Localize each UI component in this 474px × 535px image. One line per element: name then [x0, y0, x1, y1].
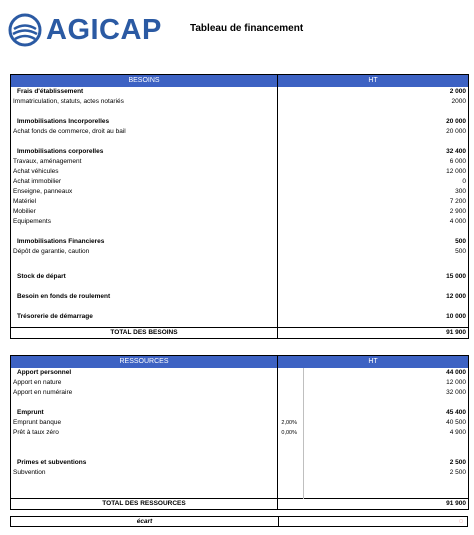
ressources-row-rate — [278, 468, 304, 478]
ressources-row — [11, 448, 469, 458]
ressources-row-rate — [278, 488, 304, 499]
besoins-row — [11, 287, 469, 307]
besoins-row-value — [278, 107, 469, 117]
besoins-row-value: 300 — [455, 188, 466, 195]
besoins-row-label — [11, 137, 278, 147]
ressources-row-label: Apport en numéraire — [11, 388, 278, 398]
ressources-row-rate — [278, 368, 304, 378]
ecart-indicator-icon: ◌ — [458, 518, 463, 525]
ressources-row — [11, 378, 469, 388]
ressources-row-value: 44 000 — [446, 369, 466, 376]
ressources-row — [11, 408, 469, 418]
besoins-row-label: Besoin en fonds de roulement — [11, 287, 278, 307]
besoins-row — [11, 307, 469, 328]
ressources-row-label — [11, 478, 278, 488]
ressources-row-rate — [278, 398, 304, 408]
ressources-row-value: 12 000 — [446, 379, 466, 386]
agicap-logo — [8, 12, 162, 48]
besoins-row-label — [11, 107, 278, 117]
besoins-row-label: Trésorerie de démarrage — [11, 307, 278, 328]
ressources-row-rate — [278, 378, 304, 388]
besoins-header-value: HT — [278, 75, 469, 88]
ressources-row-value: 2 500 — [449, 459, 466, 466]
besoins-row-value — [278, 137, 469, 147]
ressources-row-label — [11, 448, 278, 458]
besoins-row-label: Frais d'établissement — [11, 87, 278, 97]
ressources-header-row — [11, 356, 469, 369]
besoins-row-value: 6 000 — [449, 158, 466, 165]
besoins-row-label: Equipements — [11, 217, 278, 227]
besoins-row-label: Immobilisations Financieres — [11, 237, 278, 247]
besoins-row — [11, 197, 469, 207]
ressources-row — [11, 478, 469, 488]
besoins-row-value: 500 — [455, 238, 466, 245]
ressources-row-label — [11, 488, 278, 499]
besoins-row — [11, 137, 469, 147]
ressources-row-rate — [278, 408, 304, 418]
besoins-row-label: Dépôt de garantie, caution — [11, 247, 278, 257]
besoins-row — [11, 187, 469, 197]
besoins-header-label: BESOINS — [11, 75, 278, 88]
ressources-row-label — [11, 398, 278, 408]
ressources-row-value — [304, 448, 469, 458]
besoins-row-value: 500 — [455, 248, 466, 255]
besoins-row — [11, 167, 469, 177]
besoins-row — [11, 247, 469, 257]
ressources-row — [11, 388, 469, 398]
besoins-row — [11, 127, 469, 137]
ressources-row-rate — [278, 388, 304, 398]
besoins-row-value: 2000 — [451, 98, 466, 105]
besoins-header-row — [11, 75, 469, 88]
besoins-row-label: Travaux, aménagement — [11, 157, 278, 167]
besoins-row-label: Achat fonds de commerce, droit au bail — [11, 127, 278, 137]
agicap-logo-icon — [8, 13, 42, 47]
besoins-row-value: 4 000 — [449, 218, 466, 225]
ressources-row — [11, 438, 469, 448]
ressources-total-row — [11, 499, 469, 510]
besoins-row-label: Achat immobilier — [11, 177, 278, 187]
ressources-row — [11, 458, 469, 468]
ressources-row-label — [11, 438, 278, 448]
ressources-row — [11, 418, 469, 428]
besoins-row-label: Achat véhicules — [11, 167, 278, 177]
ressources-row-rate — [278, 458, 304, 468]
besoins-row-value: 0 — [462, 178, 466, 185]
besoins-row — [11, 237, 469, 247]
ressources-row-label: Emprunt — [11, 408, 278, 418]
besoins-row-value — [278, 257, 469, 267]
besoins-row-label: Enseigne, panneaux — [11, 187, 278, 197]
ressources-row-label: Apport en nature — [11, 378, 278, 388]
ressources-row-value: 32 000 — [446, 389, 466, 396]
ressources-header-label: RESSOURCES — [11, 356, 278, 369]
besoins-row-label: Immatriculation, statuts, actes notariés — [11, 97, 278, 107]
besoins-row — [11, 97, 469, 107]
besoins-row-label: Mobilier — [11, 207, 278, 217]
besoins-row — [11, 117, 469, 127]
besoins-row-label: Immobilisations corporelles — [11, 147, 278, 157]
ressources-table — [10, 355, 469, 510]
ressources-row-label: Subvention — [11, 468, 278, 478]
besoins-row — [11, 217, 469, 227]
ressources-row — [11, 468, 469, 478]
besoins-row-label: Immobilisations Incorporelles — [11, 117, 278, 127]
ressources-row-value: 2 500 — [449, 469, 466, 476]
ressources-row — [11, 398, 469, 408]
ressources-row-label: Prêt à taux zéro — [11, 428, 278, 438]
besoins-row — [11, 147, 469, 157]
ressources-row-value — [304, 438, 469, 448]
besoins-row-value: 32 400 — [446, 148, 466, 155]
ressources-row-rate: 0,00% — [278, 428, 304, 438]
ecart-row — [10, 516, 468, 527]
ressources-row-label: Emprunt banque — [11, 418, 278, 428]
besoins-table — [10, 74, 469, 339]
besoins-row-value: 12 000 — [446, 168, 466, 175]
ressources-row-rate: 2,00% — [278, 418, 304, 428]
page-header — [0, 0, 474, 60]
besoins-row — [11, 257, 469, 267]
besoins-total-value: 91 900 — [278, 328, 469, 339]
ressources-row-rate — [278, 478, 304, 488]
besoins-row-value: 20 000 — [446, 118, 466, 125]
ressources-row-value: 40 500 — [446, 419, 466, 426]
brand-name: AGICAP — [46, 13, 162, 46]
besoins-row-value: 2 000 — [449, 88, 466, 95]
ressources-row-value — [304, 488, 469, 499]
besoins-row-value: 7 200 — [449, 198, 466, 205]
besoins-row-label — [11, 227, 278, 237]
besoins-total-label: TOTAL DES BESOINS — [11, 328, 278, 339]
besoins-row-value: 15 000 — [446, 273, 466, 280]
besoins-row-value: 2 900 — [449, 208, 466, 215]
ressources-row-value: 4 900 — [449, 429, 466, 436]
besoins-row-label — [11, 257, 278, 267]
ressources-row-rate — [278, 448, 304, 458]
besoins-row — [11, 267, 469, 287]
besoins-row-value: 12 000 — [446, 293, 466, 300]
ressources-row-label: Apport personnel — [11, 368, 278, 378]
besoins-row — [11, 107, 469, 117]
besoins-row-label: Matériel — [11, 197, 278, 207]
ressources-row-value: 45 400 — [446, 409, 466, 416]
ressources-row — [11, 368, 469, 378]
ressources-row-value — [304, 478, 469, 488]
ressources-row-rate — [278, 438, 304, 448]
ressources-row-value — [304, 398, 469, 408]
besoins-total-row — [11, 328, 469, 339]
besoins-row-value: 10 000 — [446, 313, 466, 320]
besoins-row-label: Stock de départ — [11, 267, 278, 287]
besoins-row-value: 20 000 — [446, 128, 466, 135]
document-title: Tableau de financement — [190, 23, 304, 34]
besoins-row-value — [278, 227, 469, 237]
besoins-row — [11, 207, 469, 217]
besoins-row — [11, 177, 469, 187]
ecart-label: écart — [11, 517, 279, 526]
besoins-row — [11, 157, 469, 167]
ressources-row — [11, 488, 469, 499]
ressources-row-label: Primes et subventions — [11, 458, 278, 468]
ressources-total-label: TOTAL DES RESSOURCES — [11, 499, 278, 510]
ressources-header-value: HT — [278, 356, 469, 369]
ressources-total-value: 91 900 — [278, 499, 469, 510]
ressources-row — [11, 428, 469, 438]
besoins-row — [11, 227, 469, 237]
besoins-row — [11, 87, 469, 97]
